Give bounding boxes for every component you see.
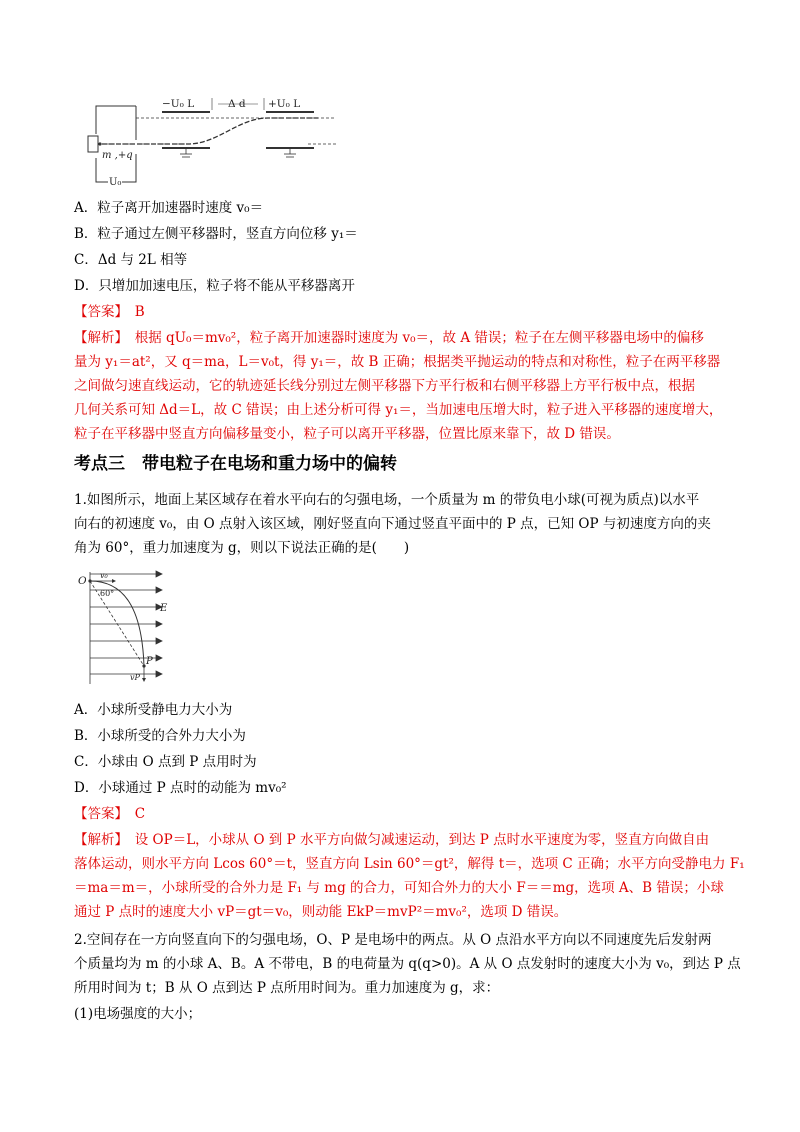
v0-arrowhead [112,579,116,583]
point-o-dot [88,579,91,582]
q2-analysis-line: 通过 P 点时的速度大小 vP＝gt＝v₀，则动能 EkP＝mvP²＝mv₀²，选项 D 错误。 [74,904,568,920]
label-v0: v₀ [100,571,108,580]
q2-option-b: B．小球所受的合外力大小为 [74,728,246,744]
q2-option-a: A．小球所受静电力大小为 [74,702,233,718]
particle-dot [98,142,101,145]
q3-stem-line: 2.空间存在一方向竖直向下的匀强电场，O、P 是电场中的两点。从 O 点沿水平方向以不同速度先后发射两 [74,932,712,948]
q3-stem-line: 所用时间为 t；B 从 O 点到达 P 点所用时间为。重力加速度为 g，求： [74,980,500,996]
q3-sub-question-1: (1)电场强度的大小； [74,1006,202,1022]
q1-analysis-line: 几何关系可知 Δd＝L，故 C 错误；由上述分析可得 y₁＝，当加速电压增大时，粒子进入平移器的速度增大， [74,402,723,418]
q1-analysis-line: 【解析】 根据 qU₀＝mv₀²，粒子离开加速器时速度为 v₀＝，故 A 错误；粒子在左侧平移器电场中的偏移 [74,330,704,346]
label-u0-bottom: U₀ [109,177,122,188]
q1-option-b: B．粒子通过左侧平移器时，竖直方向位移 y₁＝ [74,226,358,242]
q1-option-d: D．只增加加速电压，粒子将不能从平移器离开 [74,278,355,294]
q3-stem-line: 个质量均为 m 的小球 A、B。A 不带电，B 的电荷量为 q(q>0)。A 从 O 点发射时的速度大小为 v₀，到达 P 点 [74,956,741,972]
q1-analysis-line: 粒子在平移器中竖直方向偏移量变小，粒子可以离开平移器，位置比原来靠下，故 D 错误。 [74,426,620,442]
figure-electric-field [76,568,176,690]
label-angle: 60° [100,589,115,598]
q2-option-d: D．小球通过 P 点时的动能为 mv₀² [74,780,287,796]
q2-answer: 【答案】 C [74,806,146,822]
q2-stem-line: 向右的初速度 v₀，由 O 点射入该区域，刚好竖直向下通过竖直平面中的 P 点，已知 OP 与初速度方向的夹 [74,516,711,532]
accelerator-lower-wire [96,158,108,182]
accelerator-outline [96,106,136,134]
op-dashed-line [90,581,144,666]
q1-analysis-line: 之间做匀速直线运动，它的轨迹延长线分别过左侧平移器下方平行板和右侧平移器上方平行板中点，根据 [74,378,695,394]
q2-analysis-line: 落体运动，则水平方向 Lcos 60°＝t，竖直方向 Lsin 60°＝gt²，解得 t＝，选项 C 正确；水平方向受静电力 F₁ [74,856,745,872]
q2-stem-line: 角为 60°，重力加速度为 g，则以下说法正确的是( ) [74,540,410,556]
label-e: E [160,603,168,614]
q1-analysis-line: 量为 y₁＝at²，又 q＝ma，L＝v₀t，得 y₁＝，故 B 正确；根据类平抛运动的特点和对称性，粒子在两平移器 [74,354,721,370]
label-mq: m ,+q [102,150,133,161]
q1-answer: 【答案】 B [74,304,145,320]
q1-option-a: A．粒子离开加速器时速度 v₀＝ [74,200,264,216]
q1-option-c: C．Δd 与 2L 相等 [74,252,188,268]
q2-stem-line: 1.如图所示，地面上某区域存在着水平向右的匀强电场，一个质量为 m 的带负电小球(可视为质点)以水平 [74,492,700,508]
q2-analysis-line: ＝ma＝m＝，小球所受的合外力是 F₁ 与 mg 的合力，可知合外力的大小 F＝＝mg，选项 A、B 错误；小球 [74,880,724,896]
section-title: 考点三 带电粒子在电场和重力场中的偏转 [74,454,397,474]
label-u0-left: −U₀ L [162,98,195,110]
particle-source [88,136,98,152]
q2-option-c: C．小球由 O 点到 P 点用时为 [74,754,257,770]
label-p: P [146,656,153,667]
label-dd: Δ d [228,98,246,110]
vp-arrowhead [142,678,146,682]
label-o: O [78,575,87,587]
label-u0-right: +U₀ L [268,98,301,110]
particle-trajectory [102,118,318,144]
q2-analysis-line: 【解析】 设 OP＝L，小球从 O 到 P 水平方向做匀减速运动，到达 P 点时水平速度为零，竖直方向做自由 [74,832,710,848]
figure-accelerator-translator [78,96,338,188]
label-vp: vP [130,673,140,682]
